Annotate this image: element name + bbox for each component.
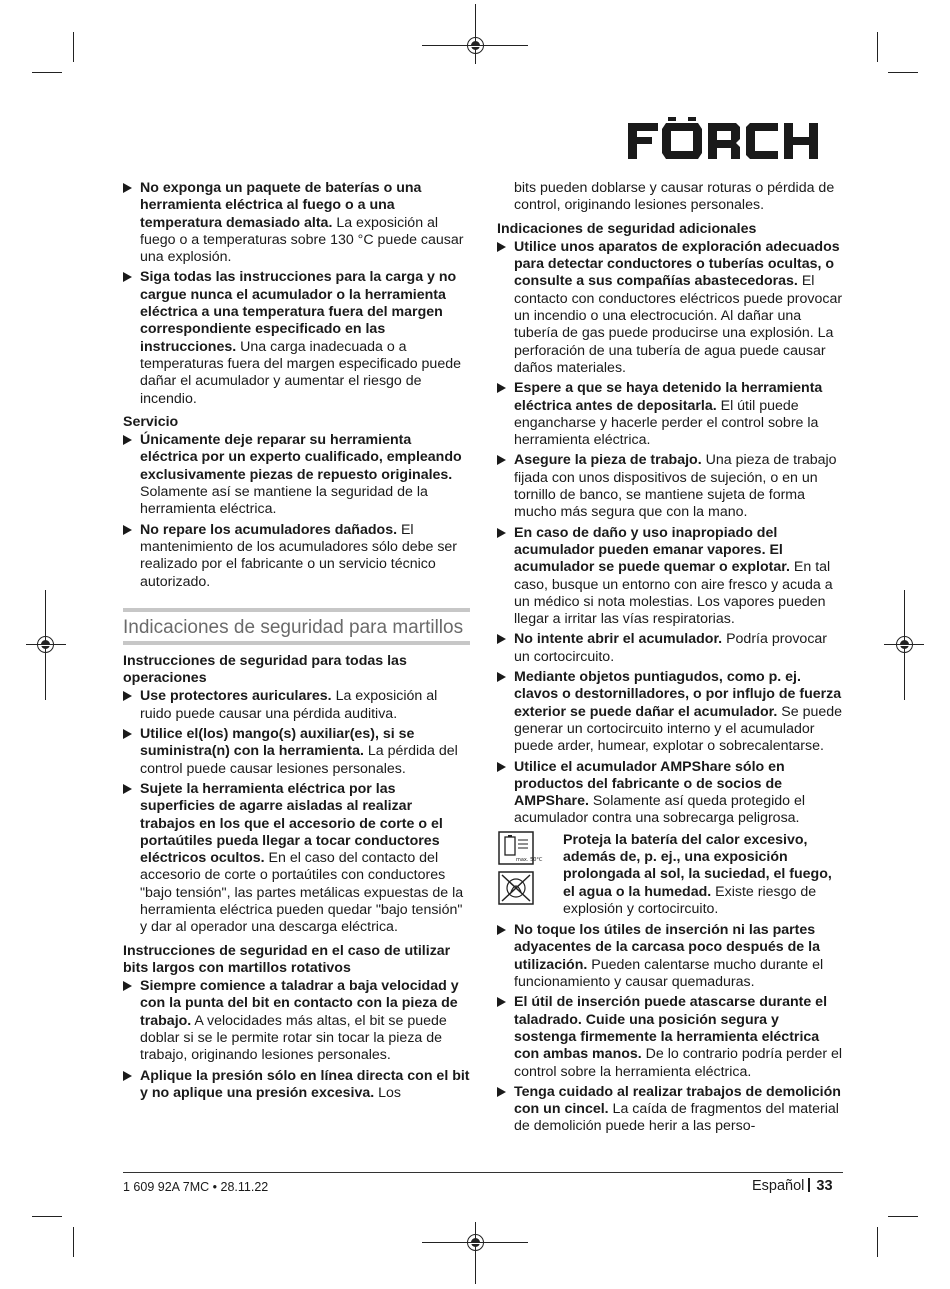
triangle-bullet-icon [497,455,506,465]
list-item [497,631,844,666]
list-item [123,688,470,723]
footer-rule [123,1172,843,1173]
warning-normal: Existe riesgo de explosión y cortocircuito. [563,883,817,917]
registration-mark-icon [467,1234,484,1251]
triangle-bullet-icon [497,925,506,935]
crop-mark [877,32,878,62]
list-item [123,269,470,407]
item-bold: Utilice el acumulador AMPShare sólo en productos del fabricante o de socios de AMPShare. [514,758,785,810]
list-item [497,452,844,521]
triangle-bullet-icon [123,1071,132,1081]
crop-mark [877,1227,878,1257]
crop-mark [32,1216,62,1217]
registration-mark-icon [896,636,913,653]
triangle-bullet-icon [123,435,132,445]
list-item [497,922,844,991]
section-title: Indicaciones de seguridad para martillos [123,616,464,638]
item-bold: Utilice unos aparatos de exploración adecuados para detectar conductores o tuberías ocultas, o consulte a sus compañías abastecedoras. [514,238,840,290]
item-bold: Espere a que se haya detenido la herramienta eléctrica antes de depositarla. [514,380,823,414]
triangle-bullet-icon [497,242,506,252]
crop-mark [888,1216,918,1217]
item-text: La exposición al ruido puede causar una pérdida auditiva. [140,688,438,722]
triangle-bullet-icon [497,997,506,1007]
triangle-bullet-icon [123,272,132,282]
warning-icons [497,832,563,918]
triangle-bullet-icon [123,525,132,535]
triangle-bullet-icon [123,981,132,991]
forch-logo-icon [628,117,842,165]
triangle-bullet-icon [497,383,506,393]
triangle-bullet-icon [497,672,506,682]
item-text: La pérdida del control puede causar lesiones personales. [140,743,458,777]
section-rule [123,608,470,612]
triangle-bullet-icon [497,634,506,644]
item-text: Los [374,1084,402,1101]
triangle-bullet-icon [123,784,132,794]
registration-line [475,1222,476,1284]
item-bold: No toque los útiles de inserción ni las partes adyacentes de la carcasa poco después de la utilización. [514,922,820,973]
crop-mark [888,72,918,73]
list-item [123,781,470,937]
item-bold: Use protectores auriculares. [140,688,332,705]
item-text: El útil puede engancharse y hacerle perder el control sobre la herramienta eléctrica. [514,397,819,449]
item-text: Pueden calentarse mucho durante el funcionamiento y causar quemaduras. [514,956,824,991]
page-number: 33 [816,1178,833,1194]
list-item [123,726,470,778]
list-item [497,1084,844,1136]
item-text: Una pieza de trabajo fijada con unos dispositivos de sujeción, o en un tornillo de banco, se mantiene sujeta de forma mucho más segura que con la mano. [514,452,837,521]
item-bold: Sujete la herramienta eléctrica por las superficies de agarre aisladas al realizar trabajos en los que el accesorio de corte o el portaútiles pueda llegar a tocar conductores eléctricos ocultos. [140,780,443,867]
list-item [123,432,470,518]
triangle-bullet-icon [497,1087,506,1097]
item-bold: No intente abrir el acumulador. [514,631,723,648]
item-text: A velocidades más altas, el bit se puede doblar si se le permite rotar sin tocar la pieza de trabajo, originando lesiones personales. [140,1012,447,1064]
item-bold: Asegure la pieza de trabajo. [514,452,702,469]
item-bold: No exponga un paquete de baterías o una herramienta eléctrica al fuego o a una temperatura demasiado alta. [140,180,422,231]
footer-language: Español [752,1178,805,1194]
crop-mark [32,72,62,73]
item-text: En el caso del contacto del accesorio de corte o portaútiles con conductores "bajo tensión", las partes metálicas expuestas de la herramienta eléctrica pueden quedar "bajo tensión" y dar al operador una descarga eléctrica. [140,850,464,936]
list-item [123,1068,470,1103]
extra-heading: Indicaciones de seguridad adicionales [497,220,757,237]
item-text: Podría provocar un cortocircuito. [514,631,828,665]
brand-logo [628,117,842,165]
item-bold: Utilice el(los) mango(s) auxiliar(es), si se suministra(n) con la herramienta. [140,726,415,760]
registration-mark-icon [37,636,54,653]
triangle-bullet-icon [123,183,132,193]
warning-text [563,832,844,918]
triangle-bullet-icon [123,691,132,701]
section-rule [123,641,470,645]
battery-heat-icon [497,832,543,910]
item-text: En tal caso, busque un entorno con aire fresco y acuda a un médico si nota molestias. Los vapores pueden llegar a irritar las vías respiratorias. [514,559,833,628]
list-item [497,669,844,755]
list-item [497,380,844,449]
item-bold: En caso de daño y uso inapropiado del acumulador pueden emanar vapores. El acumulador se puede quemar o explotar. [514,524,790,576]
triangle-bullet-icon [497,762,506,772]
item-bold: Siga todas las instrucciones para la carga y no cargue nunca el acumulador o la herramienta eléctrica a una temperatura fuera del margen correspondiente especificado en las instrucciones. [140,269,457,355]
service-heading: Servicio [123,413,179,430]
list-item [123,180,470,266]
item-bold: No repare los acumuladores dañados. [140,521,398,538]
item-text: De lo contrario podría perder el control sobre la herramienta eléctrica. [514,1046,843,1080]
crop-mark [73,1227,74,1257]
item-text: La caída de fragmentos del material de demolición puede herir a las perso- [514,1101,839,1135]
item-bold: Únicamente deje reparar su herramienta eléctrica por un experto cualificado, empleando exclusivamente piezas de repuesto originales. [140,432,462,483]
item-bold: El útil de inserción puede atascarse durante el taladrado. Cuide una posición segura y sostenga firmemente la herramienta eléctrica con ambas manos. [514,994,828,1063]
list-item [123,522,470,591]
item-text: El mantenimiento de los acumuladores sólo debe ser realizado por el fabricante o un servicio técnico autorizado. [140,521,458,590]
continuation-text: bits pueden doblarse y causar roturas o pérdida de control, originando lesiones personales. [514,180,835,214]
item-text: Solamente así queda protegido el acumulador contra una sobrecarga peligrosa. [514,793,806,827]
item-bold: Tenga cuidado al realizar trabajos de demolición con un cincel. [514,1083,841,1118]
registration-mark-icon [467,37,484,54]
list-item [497,994,844,1080]
list-item [497,239,844,377]
battery-warning [497,832,844,918]
bits-heading: Instrucciones de seguridad en el caso de utilizar bits largos con martillos rotativos [123,942,451,976]
list-item [497,759,844,828]
item-bold: Aplique la presión sólo en línea directa con el bit y no aplique una presión excesiva. [140,1067,470,1101]
footer-separator [808,1178,810,1192]
triangle-bullet-icon [497,528,506,538]
crop-mark [73,32,74,62]
warning-bold: Proteja la batería del calor excesivo, además de, p. ej., una exposición prolongada al sol, la suciedad, el fuego, el agua o la humedad. [563,831,832,900]
list-item [497,525,844,629]
temp-label: max. 50°C [516,856,543,863]
left-column [123,180,470,1105]
page-footer [752,1178,833,1194]
item-text: Solamente así se mantiene la seguridad de la herramienta eléctrica. [140,484,428,518]
doc-code: 1 609 92A 7MC • 28.11.22 [123,1180,269,1194]
list-item [123,978,470,1064]
item-bold: Mediante objetos puntiagudos, como p. ej. clavos o destornilladores, o por influjo de fuerza exterior se puede dañar el acumulador. [514,669,842,720]
item-text: Una carga inadecuada o a temperaturas fuera del margen especificado puede dañar el acumulador y aumentar el riesgo de incendio. [140,338,461,407]
item-text: El contacto con conductores eléctricos puede provocar un incendio o una electrocución. Al dañar una tubería de gas puede producirse una explosión. La perforación de una tubería de agua puede causar daños materiales. [514,273,843,376]
item-text: La exposición al fuego o a temperaturas sobre 130 °C puede causar una explosión. [140,214,464,266]
item-bold: Siempre comience a taladrar a baja velocidad y con la punta del bit en contacto con la pieza de trabajo. [140,978,459,1029]
triangle-bullet-icon [123,729,132,739]
ops-heading: Instrucciones de seguridad para todas las operaciones [123,652,407,687]
item-text: Se puede generar un cortocircuito interno y el acumulador puede arder, humear, explotar o sobrecalentarse. [514,703,843,755]
right-column [497,180,844,1139]
registration-line [475,4,476,64]
